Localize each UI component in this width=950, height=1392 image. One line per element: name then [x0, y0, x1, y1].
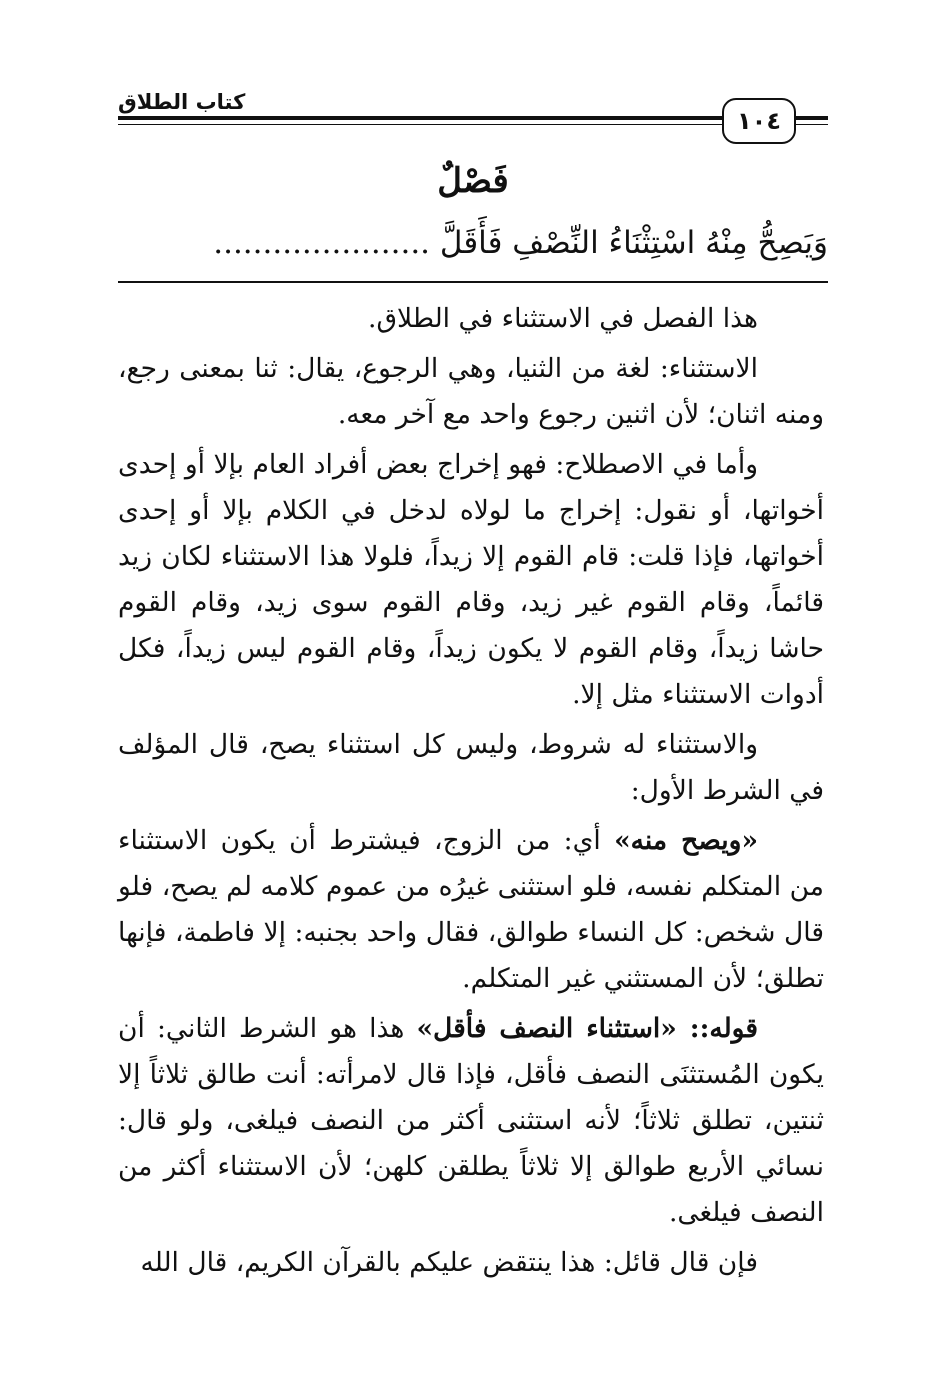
matn-line [118, 212, 828, 274]
page-number: ١٠٤ [722, 98, 796, 144]
paragraph-5-text: أي: من الزوج، فيشترط أن يكون الاستثناء من المتكلم نفسه، فلو استثنى غيرُه من عموم كلامه لم يصح، فلو قال شخص: كل النساء طوالق، فقال واحد بجنبه: إلا فاطمة، فإنها تطلق؛ لأن المستثني غير المتكلم. [118, 825, 824, 994]
section-title: فَصْلٌ [437, 161, 509, 201]
paragraph-6-text: هذا هو الشرط الثاني: أن يكون المُستثنَى النصف فأقل، فإذا قال لامرأته: أنت طالق ثلاثاً إلا ثنتين، تطلق ثلاثاً؛ لأنه استثنى أكثر من النصف فيلغى، ولو قال: نسائي الأربع طوالق إلا ثلاثاً يطلقن كلهن؛ لأن الاستثناء أكثر من النصف فيلغى. [118, 1013, 824, 1228]
quoted-matn: «ويصح منه» [614, 825, 759, 856]
paragraph-6 [118, 1006, 824, 1236]
matn-text: وَيَصِحُّ مِنْهُ اسْتِثْنَاءُ النِّصْفِ فَأَقَلَّ [439, 225, 828, 261]
matn-dots: ...................... [213, 225, 431, 261]
paragraph-5 [118, 818, 824, 1002]
paragraph-7: فإن قال قائل: هذا ينتقض عليكم بالقرآن الكريم، قال الله [140, 1247, 758, 1278]
paragraph-2: الاستثناء: لغة من الثنيا، وهي الرجوع، يقال: ثنا بمعنى رجع، ومنه اثنان؛ لأن اثنين رجوع واحد مع آخر معه. [118, 353, 824, 430]
paragraph-1: هذا الفصل في الاستثناء في الطلاق. [368, 303, 758, 334]
qawluhu-label: قوله:: [689, 1013, 759, 1044]
matn-rule [118, 281, 828, 283]
page-header [118, 88, 828, 148]
paragraph-4: والاستثناء له شروط، وليس كل استثناء يصح، قال المؤلف في الشرط الأول: [118, 729, 824, 806]
book-title: كتاب الطلاق [118, 88, 259, 116]
quoted-matn: «استثناء النصف فأقل» [416, 1013, 690, 1044]
commentary-body [118, 296, 824, 1286]
paragraph-3: وأما في الاصطلاح: فهو إخراج بعض أفراد العام بإلا أو إحدى أخواتها، أو نقول: إخراج ما لولاه لدخل في الكلام بإلا أو إحدى أخواتها، فإذا قلت: قام القوم إلا زيداً، فلولا هذا الاستثناء لكان زيد قائماً، وقام القوم غير زيد، وقام القوم سوى زيد، وقام القوم حاشا زيداً، وقام القوم لا يكون زيداً، وقام القوم ليس زيداً، فكل أدوات الاستثناء مثل إلا. [118, 449, 824, 710]
